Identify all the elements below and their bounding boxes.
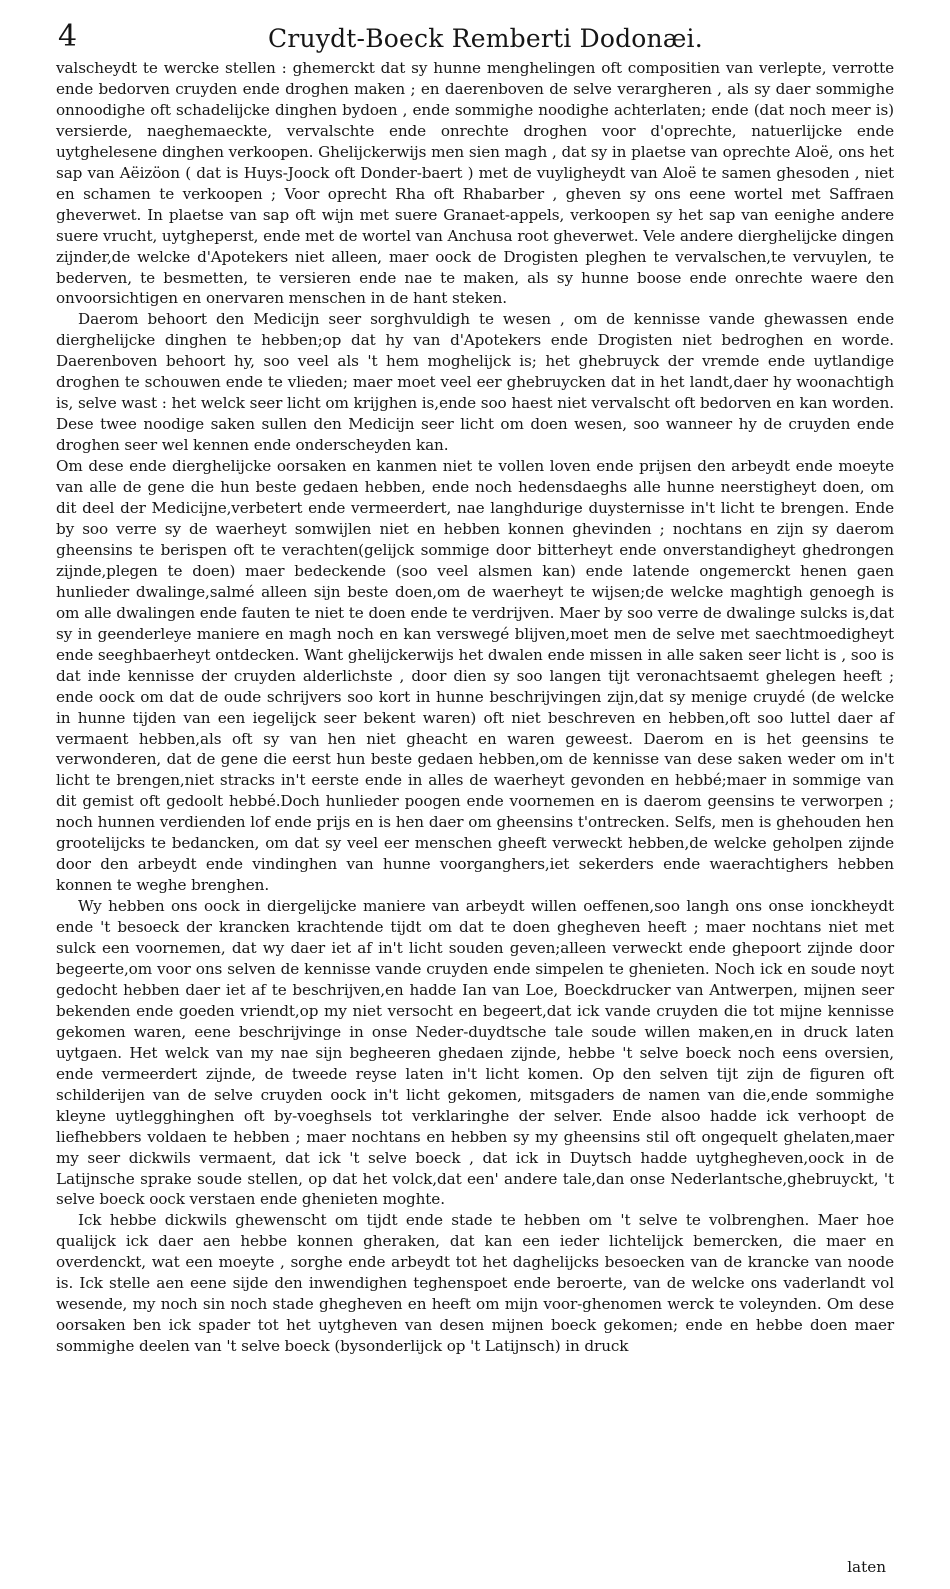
paragraph-3: Om dese ende dierghelijcke oorsaken en kanmen niet te vollen loven ende prijsen den arbeydt ende moeyte van alle de gene die hun beste gedaen hebben, ende noch hedensdaeghs alle hunne neerstigheyt doen, om dit deel der Medicijne,verbetert ende vermeerdert, nae langhdurige duysternisse in't licht te brengen. Ende by soo verre sy de waerheyt somwijlen niet en hebben konnen ghevinden ; nochtans en zijn sy daerom gheensins te berispen oft te verachten(gelijck sommige door bitterheyt ende onverstandigheyt ghedrongen zijnde,plegen te doen) maer bedeckende (soo veel alsmen kan) ende latende ongemerckt henen gaen hunlieder dwalinge,salmé alleen sijn beste doen,om de waerheyt te wijsen;de welcke maghtigh genoegh is om alle dwalingen ende fauten te niet te doen ende te verdrijven. Maer by soo verre de dwalinge sulcks is,dat sy in geenderleye maniere en magh noch en kan verswegé blijven,moet men de selve met saechtmoedigheyt ende seeghbaerheyt ontdecken. Want ghelijckerwijs het dwalen ende missen in alle saken seer licht is , soo is dat inde kennisse der cruyden alderlichste , door dien sy soo langen tijt veronachtsaemt ghelegen heeft ; ende oock om dat de oude schrijvers soo kort in hunne beschrijvingen zijn,dat sy menige cruydé (de welcke in hunne tijden van een iegelijck seer bekent waren) oft niet beschreven en hebben,oft soo luttel daer af vermaent hebben,als oft sy van hen niet gheacht en waren geweest. Daerom en is het geensins te verwonderen, dat de gene die eerst hun beste gedaen hebben,om de kennisse van dese saken weder om in't licht te brengen,niet stracks in't eerste ende in alles de waerheyt gevonden en hebbé;maer in sommige van dit gemist oft gedoolt hebbé.Doch hunlieder poogen ende voornemen en is daerom geensins te verworpen ; noch hunnen verdienden lof ende prijs en is hen daer om gheensins t'ontrecken. Selfs, men is ghehouden hen grootelijcks te bedancken, om dat sy veel eer menschen gheeft verweckt hebben,de welcke geholpen zijnde door den arbeydt ende vindinghen van hunne voorganghers,iet sekerders ende waerachtighers hebben konnen te weghe brenghen.	[56, 457, 894, 895]
page-header	[0, 16, 950, 60]
paragraph-2: Daerom behoort den Medicijn seer sorghvuldigh te wesen , om de kennisse vande ghewassen ende dierghelijcke dinghen te hebben;op dat hy van d'Apotekers ende Drogisten niet bedroghen en worde. Daerenboven behoort hy, soo veel als 't hem moghelijck is; het ghebruyck der vremde ende uytlandige droghen te schouwen ende te vlieden; maer moet veel eer ghebruycken dat in het landt,daer hy woonachtigh is, selve wast : het welck seer licht om krijghen is,ende soo haest niet vervalscht oft bedorven en kan worden. Dese twee noodige saken sullen den Medicijn seer licht om doen wesen, soo wanneer hy de cruyden ende droghen seer wel kennen ende onderscheyden kan.	[56, 310, 894, 455]
paragraph-5: Ick hebbe dickwils ghewenscht om tijdt ende stade te hebben om 't selve te volbrenghen. Maer hoe qualijck ick daer aen hebbe konnen gheraken, dat kan een ieder lichtelijck bemercken, die maer en overdenckt, wat een moeyte , sorghe ende arbeydt tot het daghelijcks besoecken van de krancke van noode is. Ick stelle aen eene sijde den inwendighen teghenspoet ende beroerte, van de welcke ons vaderlandt vol wesende, my noch sin noch stade ghegheven en heeft om mijn voor-ghenomen werck te voleynden. Om dese oorsaken ben ick spader tot het uytgheven van desen mijnen boeck gekomen; ende en hebbe doen maer sommighe deelen van 't selve boeck (bysonderlijck op 't Latijnsch) in druck	[56, 1211, 894, 1356]
catchword: laten	[847, 1558, 886, 1576]
running-title: Cruydt-Boeck Remberti Dodonæi.	[268, 24, 703, 53]
body-text	[56, 58, 894, 1357]
page-number: 4	[58, 19, 78, 54]
paragraph-4: Wy hebben ons oock in diergelijcke maniere van arbeydt willen oeffenen,soo langh ons onse ionckheydt ende 't besoeck der krancken krachtende tijdt om dat te doen ghegheven heeft ; maer nochtans niet met sulck een voornemen, dat wy daer iet af in't licht souden geven;alleen verweckt ende ghepoort zijnde door begeerte,om voor ons selven de kennisse vande cruyden ende simpelen te ghenieten. Noch ick en soude noyt gedocht hebben daer iet af te beschrijven,en hadde Ian van Loe, Boeckdrucker van Antwerpen, mijnen seer bekenden ende goeden vriendt,op my niet versocht en begeert,dat ick vande cruyden die tot mijne kennisse gekomen waren, eene beschrijvinge in onse Neder-duydtsche tale soude willen maken,en in druck laten uytgaen. Het welck van my nae sijn begheeren ghedaen zijnde, hebbe 't selve boeck noch eens oversien, ende vermeerdert zijnde, de tweede reyse laten in't licht komen. Op den selven tijt zijn de figuren oft schilderijen van de selve cruyden oock in't licht gekomen, mitsgaders de namen van die,ende sommighe kleyne uytlegghinghen oft by-voeghsels tot verklaringhe der selver. Ende alsoo hadde ick verhoopt de liefhebbers voldaen te hebben ; maer nochtans en hebben sy my gheensins stil oft ongequelt ghelaten,maer my seer dickwils vermaent, dat ick 't selve boeck , dat ick in Duytsch hadde uytghegheven,oock in de Latijnsche sprake soude stellen, op dat het volck,dat een' andere tale,dan onse Nederlantsche,ghebruyckt, 't selve boeck oock verstaen ende ghenieten moghte.	[56, 897, 894, 1209]
paragraph-1: valscheydt te wercke stellen : ghemerckt dat sy hunne menghelingen oft compositien van verlepte, verrotte ende bedorven cruyden ende droghen maken ; en daerenboven de selve verargheren , als sy daer sommighe onnoodighe oft schadelijcke dinghen bydoen , ende sommighe noodighe achterlaten; ende (dat noch meer is) versierde, naeghemaeckte, vervalschte ende onrechte droghen voor d'oprechte, natuerlijcke ende uytghelesene dinghen verkoopen. Ghelijckerwijs men sien magh , dat sy in plaetse van oprechte Aloë, ons het sap van Aëizöon ( dat is Huys-Joock oft Donder-baert ) met de vuyligheydt van Aloë te samen ghesoden , niet en schamen te verkoopen ; Voor oprecht Rha oft Rhabarber , gheven sy ons eene wortel met Saffraen gheverwet. In plaetse van sap oft wijn met suere Granaet-appels, verkoopen sy het sap van eenighe andere suere vrucht, uytgheperst, ende met de wortel van Anchusa root gheverwet. Vele andere dierghelijcke dingen zijnder,de welcke d'Apotekers niet alleen, maer oock de Drogisten pleghen te vervalschen,te vervuylen, te bederven, te besmetten, te versieren ende nae te maken, als sy hunne boose ende onrechte waere den onvoorsichtigen en onervaren menschen in de hant steken.	[56, 59, 894, 308]
